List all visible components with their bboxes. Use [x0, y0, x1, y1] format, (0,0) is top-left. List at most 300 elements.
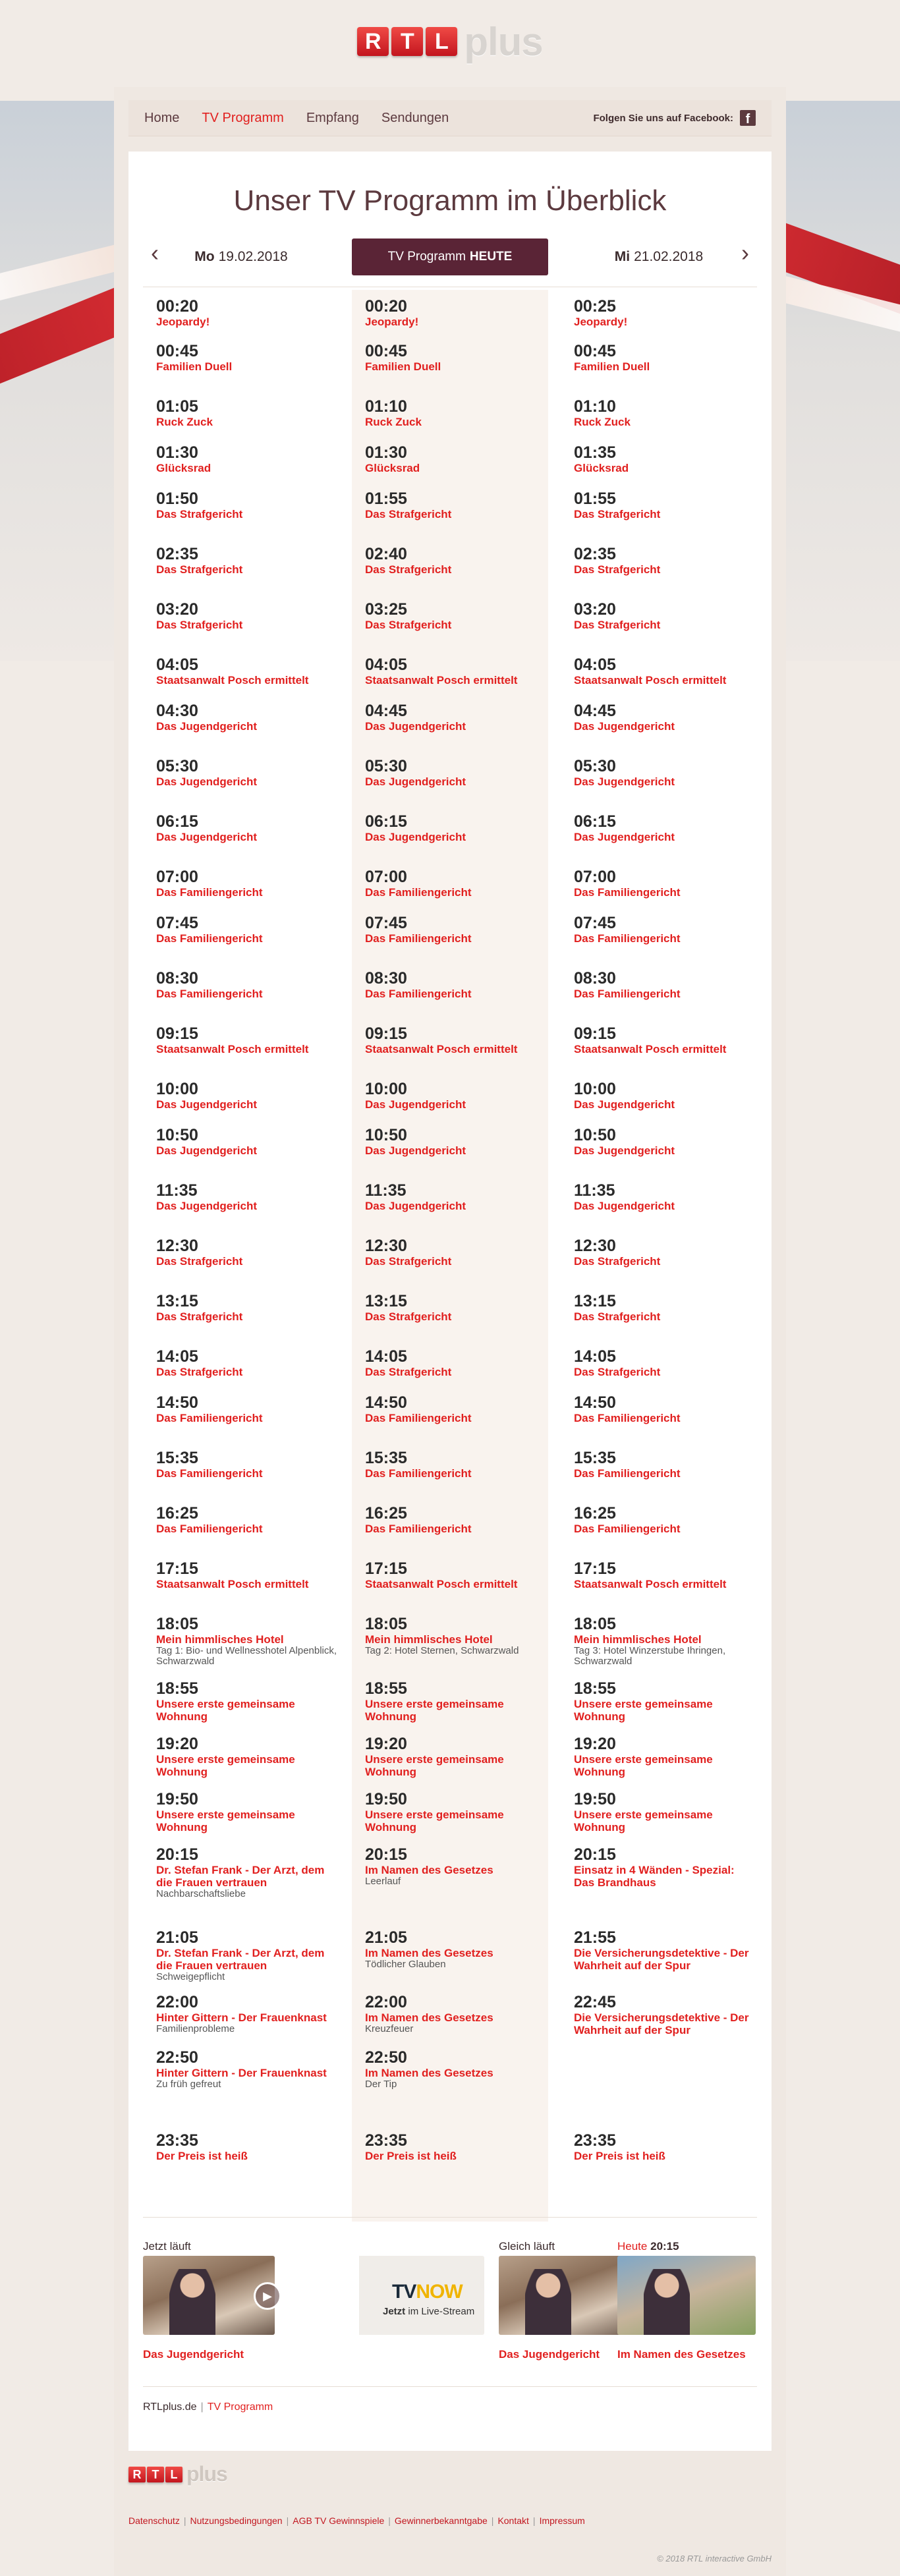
program-entry[interactable] — [574, 970, 757, 1000]
program-entry[interactable] — [156, 656, 339, 686]
chevron-left-icon[interactable]: ‹ — [151, 239, 159, 266]
jetzt-show-title[interactable]: Das Jugendgericht — [143, 2348, 244, 2361]
nav-item-sendungen[interactable]: Sendungen — [381, 110, 449, 125]
day-tab-today[interactable] — [352, 238, 548, 275]
program-time: 16:25 — [574, 1504, 616, 1523]
program-entry[interactable] — [574, 546, 757, 576]
program-title[interactable]: Jeopardy! — [156, 316, 210, 328]
program-title[interactable]: Das Familiengericht — [365, 1523, 472, 1535]
program-title[interactable]: Jeopardy! — [365, 316, 419, 328]
program-title[interactable]: Das Familiengericht — [156, 932, 263, 945]
program-time: 10:00 — [365, 1080, 407, 1098]
nav-item-empfang[interactable]: Empfang — [306, 110, 359, 125]
program-entry[interactable] — [365, 444, 548, 474]
program-entry[interactable] — [574, 2132, 757, 2162]
program-title[interactable]: Einsatz in 4 Wänden - Spezial: Das Brandhaus — [574, 1864, 735, 1889]
program-title[interactable]: Das Jugendgericht — [574, 775, 675, 788]
thumbnail-image — [169, 2269, 215, 2335]
program-entry[interactable] — [365, 1348, 548, 1378]
program-title[interactable]: Ruck Zuck — [574, 416, 631, 428]
program-time: 12:30 — [365, 1237, 407, 1255]
program-time: 01:10 — [574, 397, 616, 416]
program-title[interactable]: Das Familiengericht — [365, 886, 472, 899]
program-title[interactable]: Staatsanwalt Posch ermittelt — [156, 1043, 309, 1055]
heute-show-title[interactable]: Im Namen des Gesetzes — [617, 2348, 746, 2361]
program-entry[interactable] — [365, 1449, 548, 1480]
program-episode: Nachbarschaftsliebe — [156, 1888, 246, 1899]
program-time: 15:35 — [365, 1449, 407, 1467]
thumbnail-image — [644, 2269, 690, 2335]
program-entry[interactable] — [574, 1025, 757, 1055]
program-entry[interactable] — [574, 490, 757, 520]
program-time: 01:05 — [156, 397, 198, 416]
program-title[interactable]: Glücksrad — [574, 462, 629, 474]
breadcrumb-current[interactable]: TV Programm — [207, 2401, 273, 2413]
day-tab-tomorrow[interactable] — [561, 238, 757, 275]
program-title[interactable]: Das Familiengericht — [156, 1523, 263, 1535]
program-time: 13:15 — [156, 1292, 198, 1310]
footer-link-kontakt[interactable]: Kontakt — [497, 2515, 529, 2526]
program-entry[interactable] — [365, 1127, 548, 1157]
program-entry[interactable] — [574, 343, 757, 373]
program-title[interactable]: Das Strafgericht — [574, 619, 661, 631]
program-entry[interactable] — [574, 1846, 757, 1889]
program-episode: Zu früh gefreut — [156, 2079, 221, 2090]
program-title[interactable]: Unsere erste gemeinsame Wohnung — [574, 1753, 713, 1778]
program-entry[interactable] — [365, 813, 548, 843]
program-title[interactable]: Staatsanwalt Posch ermittelt — [365, 1043, 518, 1055]
program-title[interactable]: Das Familiengericht — [365, 988, 472, 1000]
program-time: 05:30 — [365, 757, 407, 775]
program-entry[interactable] — [365, 546, 548, 576]
program-time: 19:50 — [156, 1790, 198, 1808]
program-time: 17:15 — [574, 1559, 616, 1578]
program-title[interactable]: Das Strafgericht — [156, 1255, 243, 1268]
gleich-thumbnail[interactable] — [499, 2256, 637, 2335]
program-entry[interactable] — [574, 398, 757, 428]
program-entry[interactable] — [365, 2049, 548, 2090]
program-title[interactable]: Dr. Stefan Frank - Der Arzt, dem die Frauen vertrauen — [156, 1947, 325, 1972]
program-entry[interactable] — [574, 868, 757, 899]
program-title[interactable]: Unsere erste gemeinsame Wohnung — [574, 1698, 713, 1723]
program-entry[interactable] — [574, 1994, 757, 2036]
program-title[interactable]: Das Jugendgericht — [156, 775, 258, 788]
heute-time: 20:15 — [650, 2240, 679, 2253]
program-entry[interactable] — [574, 1237, 757, 1268]
tvnow-live-bold: Jetzt — [383, 2306, 406, 2317]
program-entry[interactable] — [156, 343, 339, 373]
program-title[interactable]: Das Strafgericht — [574, 1310, 661, 1323]
breadcrumb-separator: | — [200, 2401, 204, 2413]
program-entry[interactable] — [365, 1846, 548, 1887]
program-entry[interactable] — [156, 1994, 339, 2034]
program-entry[interactable] — [156, 1182, 339, 1212]
program-time: 13:15 — [574, 1292, 616, 1310]
footer-link-agb[interactable]: AGB TV Gewinnspiele — [293, 2515, 385, 2526]
program-entry[interactable] — [156, 444, 339, 474]
program-entry[interactable] — [156, 398, 339, 428]
program-entry[interactable] — [574, 702, 757, 733]
program-title[interactable]: Staatsanwalt Posch ermittelt — [365, 674, 518, 686]
program-entry[interactable] — [156, 868, 339, 899]
program-title[interactable]: Das Familiengericht — [156, 1412, 263, 1424]
program-entry[interactable] — [574, 1615, 757, 1667]
program-title[interactable]: Das Familiengericht — [574, 1467, 681, 1480]
program-time: 07:45 — [156, 914, 198, 932]
program-time: 10:00 — [156, 1080, 198, 1098]
program-entry[interactable] — [365, 1182, 548, 1212]
footer-separator: | — [388, 2515, 391, 2526]
program-time: 05:30 — [156, 757, 198, 775]
program-title[interactable]: Glücksrad — [365, 462, 420, 474]
program-entry[interactable] — [574, 1735, 757, 1778]
program-title[interactable]: Das Strafgericht — [574, 563, 661, 576]
program-time: 09:15 — [365, 1024, 407, 1043]
program-title[interactable]: Das Familiengericht — [574, 1412, 681, 1424]
program-entry[interactable] — [365, 1680, 548, 1723]
program-title[interactable]: Das Strafgericht — [365, 1310, 452, 1323]
program-title[interactable]: Das Jugendgericht — [365, 831, 466, 843]
program-entry[interactable] — [156, 2132, 339, 2162]
program-title[interactable]: Das Familiengericht — [365, 932, 472, 945]
program-title[interactable]: Das Jugendgericht — [365, 720, 466, 733]
facebook-follow — [593, 110, 756, 126]
program-title[interactable]: Das Strafgericht — [574, 1255, 661, 1268]
program-time: 00:45 — [156, 342, 198, 360]
program-time: 17:15 — [365, 1559, 407, 1578]
day-weekday: Mo — [194, 249, 215, 264]
program-entry[interactable] — [574, 813, 757, 843]
program-entry[interactable] — [156, 1127, 339, 1157]
program-title[interactable]: Im Namen des Gesetzes — [365, 1864, 493, 1876]
program-title[interactable]: Staatsanwalt Posch ermittelt — [156, 1578, 309, 1590]
program-time: 14:50 — [574, 1393, 616, 1412]
program-title[interactable]: Das Familiengericht — [574, 886, 681, 899]
logo-letter: T — [147, 2467, 164, 2482]
heute-word: Heute — [617, 2240, 648, 2253]
program-title[interactable]: Das Strafgericht — [365, 619, 452, 631]
day-tab-yesterday[interactable] — [143, 238, 339, 275]
program-entry[interactable] — [156, 1449, 339, 1480]
program-entry[interactable] — [365, 1080, 548, 1111]
program-time: 07:45 — [574, 914, 616, 932]
copyright: © 2018 RTL interactive GmbH — [657, 2554, 772, 2563]
program-title[interactable]: Ruck Zuck — [156, 416, 213, 428]
program-title[interactable]: Das Strafgericht — [365, 563, 452, 576]
program-time: 18:05 — [574, 1615, 616, 1633]
play-icon[interactable]: ▶ — [254, 2282, 281, 2310]
program-entry[interactable] — [365, 601, 548, 631]
program-title[interactable]: Unsere erste gemeinsame Wohnung — [156, 1698, 295, 1723]
program-title[interactable]: Im Namen des Gesetzes — [365, 2067, 493, 2079]
program-entry[interactable] — [156, 914, 339, 945]
program-entry[interactable] — [365, 1394, 548, 1424]
program-entry[interactable] — [574, 758, 757, 788]
program-entry[interactable] — [365, 1293, 548, 1323]
program-entry[interactable] — [365, 2132, 548, 2162]
program-title[interactable]: Das Strafgericht — [365, 508, 452, 520]
program-entry[interactable] — [574, 1929, 757, 1972]
program-time: 00:25 — [574, 297, 616, 316]
program-entry[interactable] — [156, 702, 339, 733]
program-time: 01:35 — [574, 443, 616, 462]
program-entry[interactable] — [365, 970, 548, 1000]
program-time: 21:05 — [365, 1928, 407, 1947]
program-entry[interactable] — [574, 1680, 757, 1723]
program-title[interactable]: Mein himmlisches Hotel — [574, 1633, 702, 1646]
program-entry[interactable] — [156, 2049, 339, 2090]
program-entry[interactable] — [156, 1348, 339, 1378]
program-title[interactable]: Staatsanwalt Posch ermittelt — [156, 674, 309, 686]
program-title[interactable]: Dr. Stefan Frank - Der Arzt, dem die Frauen vertrauen — [156, 1864, 325, 1889]
program-title[interactable]: Glücksrad — [156, 462, 211, 474]
site-logo[interactable] — [316, 18, 584, 65]
program-entry[interactable] — [365, 298, 548, 328]
program-entry[interactable] — [156, 298, 339, 328]
program-entry[interactable] — [365, 490, 548, 520]
program-time: 22:50 — [365, 2048, 407, 2067]
program-title[interactable]: Das Strafgericht — [156, 1366, 243, 1378]
program-title[interactable]: Das Strafgericht — [156, 508, 243, 520]
program-time: 02:35 — [156, 545, 198, 563]
program-entry[interactable] — [574, 1293, 757, 1323]
program-title[interactable]: Unsere erste gemeinsame Wohnung — [365, 1698, 504, 1723]
program-title[interactable]: Das Jugendgericht — [574, 1098, 675, 1111]
program-time: 01:30 — [156, 443, 198, 462]
program-title[interactable]: Familien Duell — [156, 360, 233, 373]
program-title[interactable]: Das Familiengericht — [156, 1467, 263, 1480]
program-time: 00:45 — [365, 342, 407, 360]
program-time: 14:50 — [365, 1393, 407, 1412]
program-title[interactable]: Das Familiengericht — [574, 1523, 681, 1535]
program-title[interactable]: Die Versicherungsdetektive - Der Wahrheit auf der Spur — [574, 1947, 749, 1972]
logo-letter: R — [128, 2467, 146, 2482]
program-title[interactable]: Das Strafgericht — [156, 619, 243, 631]
logo-letter: L — [426, 27, 457, 56]
program-entry[interactable] — [574, 1127, 757, 1157]
program-entry[interactable] — [574, 298, 757, 328]
program-time: 04:45 — [574, 702, 616, 720]
program-title[interactable]: Das Jugendgericht — [574, 1200, 675, 1212]
program-title[interactable]: Unsere erste gemeinsame Wohnung — [365, 1808, 504, 1834]
program-entry[interactable] — [156, 546, 339, 576]
thumbnail-image — [525, 2269, 571, 2335]
footer-link-datenschutz[interactable]: Datenschutz — [128, 2515, 180, 2526]
program-time: 10:50 — [365, 1126, 407, 1144]
program-time: 01:30 — [365, 443, 407, 462]
program-episode: Tag 2: Hotel Sternen, Schwarzwald — [365, 1645, 519, 1656]
program-entry[interactable] — [574, 1348, 757, 1378]
program-title[interactable]: Unsere erste gemeinsame Wohnung — [365, 1753, 504, 1778]
program-time: 15:35 — [574, 1449, 616, 1467]
program-entry[interactable] — [156, 1025, 339, 1055]
program-title[interactable]: Das Jugendgericht — [574, 831, 675, 843]
program-entry[interactable] — [365, 702, 548, 733]
program-title[interactable]: Das Jugendgericht — [365, 1098, 466, 1111]
program-entry[interactable] — [365, 1237, 548, 1268]
program-entry[interactable] — [574, 656, 757, 686]
program-entry[interactable] — [574, 1080, 757, 1111]
program-entry[interactable] — [574, 601, 757, 631]
program-entry[interactable] — [156, 1293, 339, 1323]
heute-thumbnail[interactable] — [617, 2256, 756, 2335]
program-title[interactable]: Das Familiengericht — [365, 1412, 472, 1424]
program-entry[interactable] — [365, 868, 548, 899]
program-entry[interactable] — [156, 758, 339, 788]
program-title[interactable]: Das Familiengericht — [156, 886, 263, 899]
program-entry[interactable] — [574, 1505, 757, 1535]
program-time: 02:40 — [365, 545, 407, 563]
footer-separator: | — [286, 2515, 289, 2526]
program-title[interactable]: Unsere erste gemeinsame Wohnung — [156, 1808, 295, 1834]
program-title[interactable]: Das Jugendgericht — [365, 1200, 466, 1212]
program-title[interactable]: Das Strafgericht — [156, 563, 243, 576]
program-entry[interactable] — [574, 1182, 757, 1212]
program-title[interactable]: Im Namen des Gesetzes — [365, 2011, 493, 2024]
program-title[interactable]: Das Jugendgericht — [365, 1144, 466, 1157]
program-entry[interactable] — [365, 656, 548, 686]
program-title[interactable]: Das Strafgericht — [365, 1366, 452, 1378]
program-entry[interactable] — [156, 1929, 339, 1982]
program-title[interactable]: Das Strafgericht — [574, 1366, 661, 1378]
logo-letter: L — [165, 2467, 183, 2482]
program-entry[interactable] — [156, 1237, 339, 1268]
program-time: 21:05 — [156, 1928, 198, 1947]
day-weekday: Mi — [614, 249, 631, 264]
program-entry[interactable] — [365, 1560, 548, 1590]
program-entry[interactable] — [156, 970, 339, 1000]
program-time: 19:20 — [574, 1735, 616, 1753]
program-entry[interactable] — [156, 1505, 339, 1535]
program-entry[interactable] — [156, 490, 339, 520]
program-title[interactable]: Unsere erste gemeinsame Wohnung — [156, 1753, 295, 1778]
program-title[interactable]: Staatsanwalt Posch ermittelt — [574, 1578, 727, 1590]
program-entry[interactable] — [365, 1025, 548, 1055]
program-time: 11:35 — [365, 1181, 407, 1200]
program-title[interactable]: Im Namen des Gesetzes — [365, 1947, 493, 1959]
program-time: 12:30 — [156, 1237, 198, 1255]
gleich-show-title[interactable]: Das Jugendgericht — [499, 2348, 600, 2361]
program-entry[interactable] — [156, 1394, 339, 1424]
program-title[interactable]: Das Jugendgericht — [156, 831, 258, 843]
tvnow-livestream-banner[interactable] — [359, 2256, 484, 2335]
program-title[interactable]: Mein himmlisches Hotel — [365, 1633, 493, 1646]
schedule-column-today — [352, 290, 548, 2222]
program-entry[interactable] — [574, 914, 757, 945]
program-title[interactable]: Das Jugendgericht — [156, 1144, 258, 1157]
program-entry[interactable] — [156, 1680, 339, 1723]
program-entry[interactable] — [156, 813, 339, 843]
program-entry[interactable] — [156, 601, 339, 631]
program-title[interactable]: Hinter Gittern - Der Frauenknast — [156, 2067, 327, 2079]
footer-link-nutzungsbedingungen[interactable]: Nutzungsbedingungen — [190, 2515, 283, 2526]
program-title[interactable]: Die Versicherungsdetektive - Der Wahrheit auf der Spur — [574, 2011, 749, 2036]
program-time: 20:15 — [574, 1845, 616, 1864]
program-entry[interactable] — [365, 343, 548, 373]
program-title[interactable]: Unsere erste gemeinsame Wohnung — [574, 1808, 713, 1834]
program-entry[interactable] — [156, 1791, 339, 1834]
program-title[interactable]: Staatsanwalt Posch ermittelt — [365, 1578, 518, 1590]
program-time: 23:35 — [574, 2131, 616, 2150]
program-title[interactable]: Der Preis ist heiß — [574, 2150, 665, 2162]
program-entry[interactable] — [574, 1791, 757, 1834]
logo-suffix: plus — [186, 2462, 227, 2486]
footer-link-gewinner[interactable]: Gewinnerbekanntgabe — [394, 2515, 488, 2526]
program-entry[interactable] — [156, 1560, 339, 1590]
program-title[interactable]: Staatsanwalt Posch ermittelt — [574, 1043, 727, 1055]
program-time: 22:50 — [156, 2048, 198, 2067]
facebook-icon[interactable]: f — [740, 110, 756, 126]
program-title[interactable]: Das Jugendgericht — [156, 720, 258, 733]
program-entry[interactable] — [574, 1560, 757, 1590]
program-entry[interactable] — [365, 1735, 548, 1778]
program-title[interactable]: Das Familiengericht — [365, 1467, 472, 1480]
program-entry[interactable] — [156, 1615, 339, 1667]
program-title[interactable]: Ruck Zuck — [365, 416, 422, 428]
program-title[interactable]: Der Preis ist heiß — [365, 2150, 457, 2162]
program-title[interactable]: Hinter Gittern - Der Frauenknast — [156, 2011, 327, 2024]
program-entry[interactable] — [365, 914, 548, 945]
program-title[interactable]: Jeopardy! — [574, 316, 628, 328]
footer-logo[interactable] — [128, 2462, 227, 2486]
program-title[interactable]: Der Preis ist heiß — [156, 2150, 248, 2162]
day-today-label: TV Programm — [387, 250, 466, 264]
program-title[interactable]: Familien Duell — [365, 360, 441, 373]
program-entry[interactable] — [156, 1080, 339, 1111]
program-time: 04:05 — [574, 656, 616, 674]
program-entry[interactable] — [365, 1791, 548, 1834]
program-entry[interactable] — [365, 1994, 548, 2034]
program-time: 10:00 — [574, 1080, 616, 1098]
footer-link-impressum[interactable]: Impressum — [539, 2515, 585, 2526]
program-title[interactable]: Das Familiengericht — [574, 932, 681, 945]
program-entry[interactable] — [574, 1394, 757, 1424]
program-entry[interactable] — [156, 1846, 339, 1899]
breadcrumb-home[interactable]: RTLplus.de — [143, 2401, 197, 2413]
program-title[interactable]: Staatsanwalt Posch ermittelt — [574, 674, 727, 686]
program-title[interactable]: Das Familiengericht — [574, 988, 681, 1000]
program-entry[interactable] — [574, 1449, 757, 1480]
program-title[interactable]: Das Jugendgericht — [156, 1200, 258, 1212]
program-time: 07:00 — [156, 868, 198, 886]
program-time: 01:55 — [574, 490, 616, 508]
program-title[interactable]: Das Jugendgericht — [156, 1098, 258, 1111]
program-title[interactable]: Familien Duell — [574, 360, 650, 373]
program-title[interactable]: Das Jugendgericht — [365, 775, 466, 788]
footer-separator: | — [183, 2515, 186, 2526]
program-entry[interactable] — [156, 1735, 339, 1778]
program-time: 01:50 — [156, 490, 198, 508]
program-entry[interactable] — [365, 758, 548, 788]
program-entry[interactable] — [365, 1929, 548, 1970]
program-title[interactable]: Das Strafgericht — [156, 1310, 243, 1323]
program-entry[interactable] — [365, 398, 548, 428]
program-entry[interactable] — [365, 1505, 548, 1535]
program-entry[interactable] — [365, 1615, 548, 1656]
program-title[interactable]: Das Strafgericht — [365, 1255, 452, 1268]
chevron-right-icon[interactable]: › — [741, 239, 749, 266]
program-title[interactable]: Das Jugendgericht — [574, 720, 675, 733]
nav-item-home[interactable]: Home — [144, 110, 180, 125]
program-entry[interactable] — [574, 444, 757, 474]
program-title[interactable]: Mein himmlisches Hotel — [156, 1633, 284, 1646]
program-title[interactable]: Das Strafgericht — [574, 508, 661, 520]
program-time: 08:30 — [156, 969, 198, 988]
program-title[interactable]: Das Familiengericht — [156, 988, 263, 1000]
program-title[interactable]: Das Jugendgericht — [574, 1144, 675, 1157]
day-date: 19.02.2018 — [218, 249, 288, 264]
nav-item-tv-programm[interactable]: TV Programm — [202, 110, 284, 125]
